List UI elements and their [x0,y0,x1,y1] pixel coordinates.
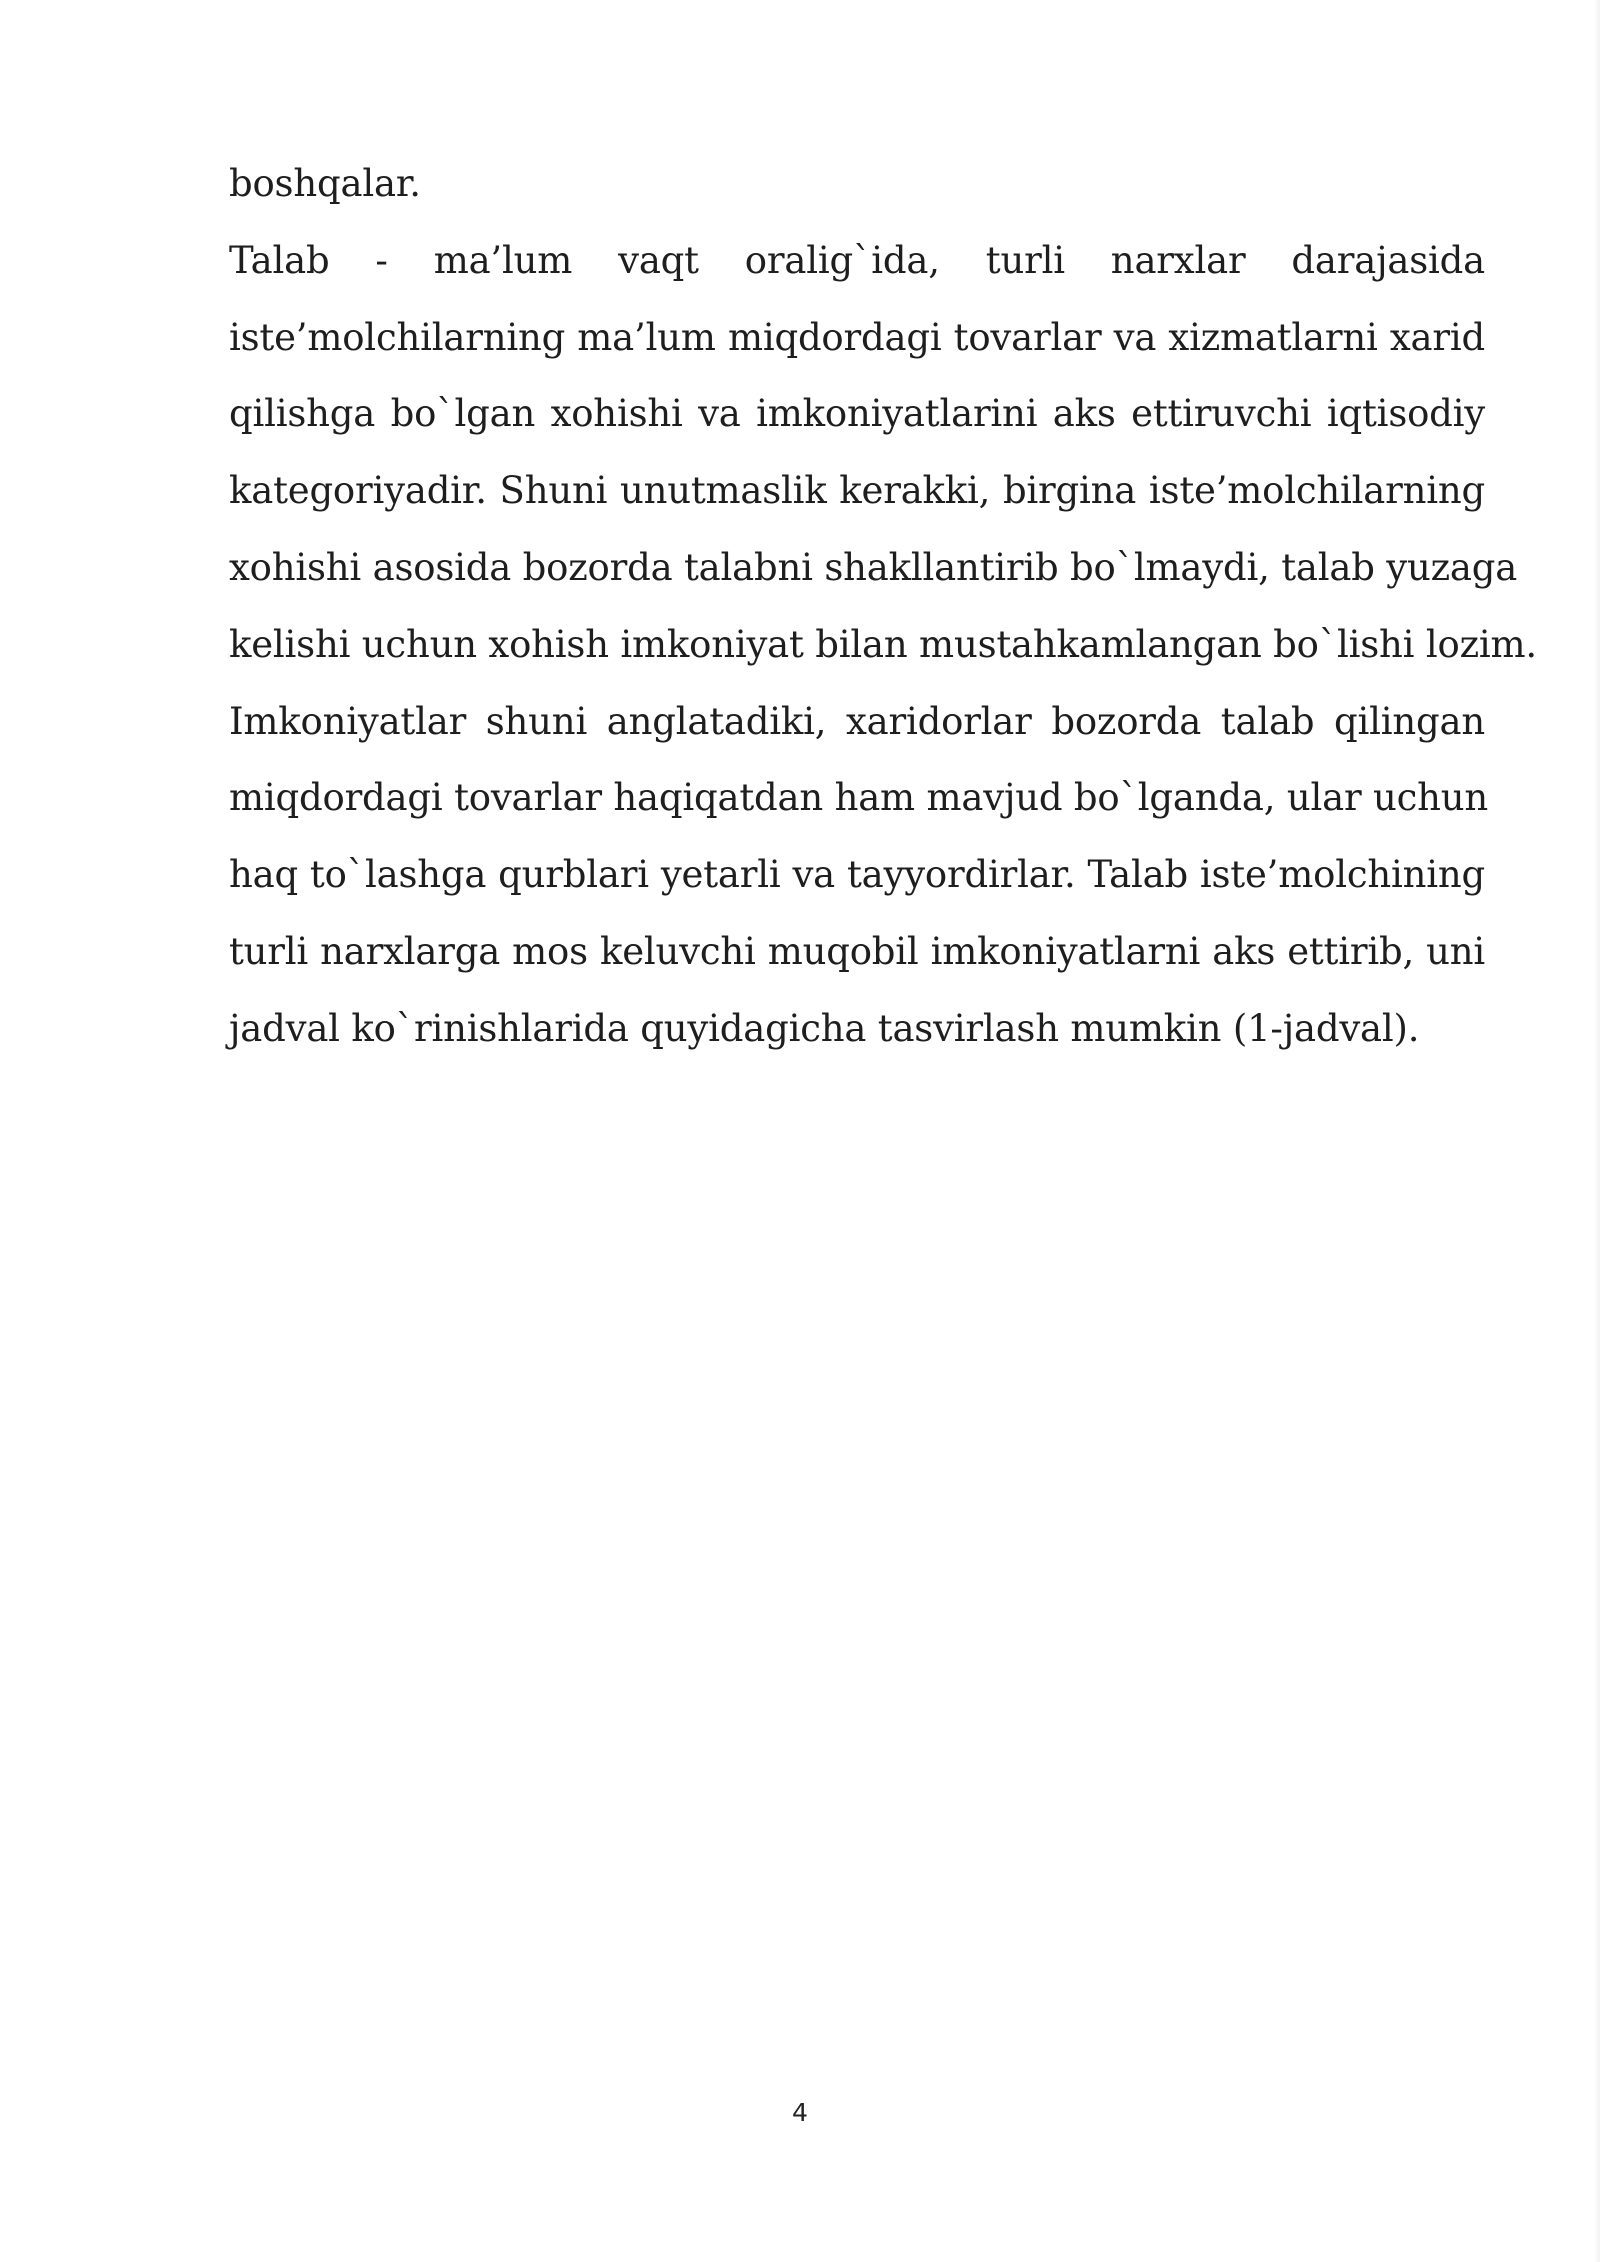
text-line: boshqalar. [229,162,421,205]
text-line: miqdordagi tovarlar haqiqatdan ham mavjud bo`lganda, ular uchun [229,776,1489,820]
text-line: kelishi uchun xohish imkoniyat bilan mustahkamlangan bo`lishi lozim. [229,622,1537,666]
body-text [229,146,1537,1068]
text-line: xohishi asosida bozorda talabni shakllantirib bo`lmaydi, talab yuzaga [229,545,1518,589]
text-line: qilishga bo`lgan xohishi va imkoniyatlarini aks ettiruvchi iqtisodiy [229,392,1485,436]
page-number: 4 [792,2098,808,2127]
text-line: iste’molchilarning ma’lum miqdordagi tovarlar va xizmatlarni xarid [229,315,1485,359]
text-line: kategoriyadir. Shuni unutmaslik kerakki, birgina iste’molchilarning [229,469,1485,513]
text-line: Imkoniyatlar shuni anglatadiki, xaridorlar bozorda talab qilingan [229,699,1485,743]
text-line: Talab - ma’lum vaqt oralig`ida, turli narxlar darajasida [229,238,1485,282]
text-line: jadval ko`rinishlarida quyidagicha tasvirlash mumkin (1-jadval). [229,1006,1420,1050]
text-line: haq to`lashga qurblari yetarli va tayyordirlar. Talab iste’molchining [229,853,1485,897]
text-line: turli narxlarga mos keluvchi muqobil imkoniyatlarni aks ettirib, uni [229,929,1485,973]
page-edge-shadow [1594,0,1600,2262]
